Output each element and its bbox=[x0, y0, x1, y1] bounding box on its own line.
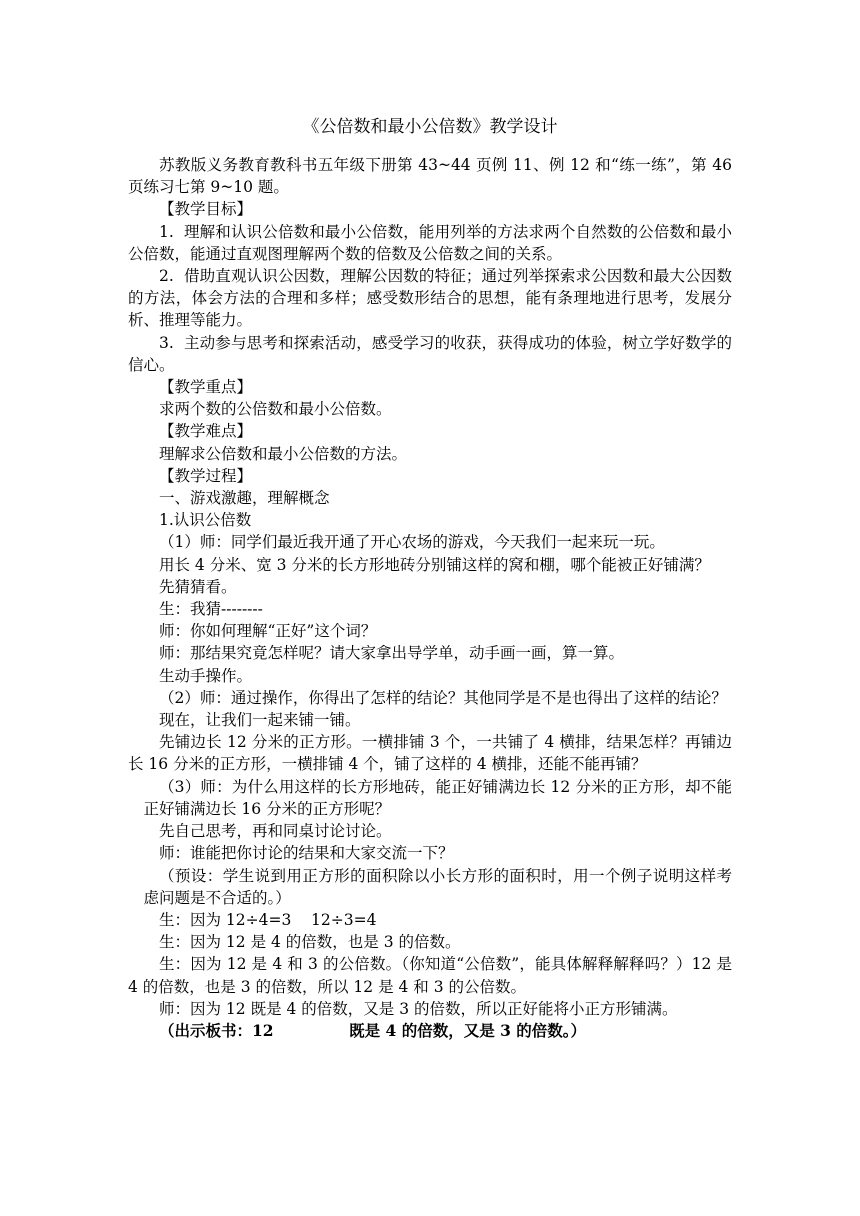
paragraph-think: 先自己思考，再和同桌讨论讨论。 bbox=[159, 822, 392, 841]
paragraph-preset: （预设：学生说到用正方形的面积除以小长方形的面积时，用一个例子说明这样考虑问题是不合适的。） bbox=[143, 866, 732, 907]
paragraph-tiling: 先铺边长 12 分米的正方形。一横排铺 3 个，一共铺了 4 横排，结果怎样？再铺边长 16 分米的正方形，一横排铺 4 个，铺了这样的 4 横排，还能不能再铺？ bbox=[128, 733, 732, 774]
paragraph-student-multiple: 生：因为 12 是 4 的倍数，也是 3 的倍数。 bbox=[159, 933, 461, 952]
document-page bbox=[128, 114, 737, 1042]
paragraph-teacher-summary: 师：因为 12 既是 4 的倍数，又是 3 的倍数，所以正好能将小正方形铺满。 bbox=[159, 999, 678, 1018]
paragraph-board-note: （出示板书：12 既是 4 的倍数，又是 3 的倍数。） bbox=[159, 1020, 587, 1040]
objective-3: 3. 主动参与思考和探索活动，感受学习的收获，获得成功的体验，树立学好数学的信心。 bbox=[128, 333, 732, 374]
paragraph-student-operate: 生动手操作。 bbox=[159, 666, 253, 685]
paragraph-teacher-instruction: 师：那结果究竟怎样呢？请大家拿出导学单，动手画一画，算一算。 bbox=[159, 644, 625, 663]
paragraph-lets-tile: 现在，让我们一起来铺一铺。 bbox=[159, 711, 361, 730]
paragraph-student-common-multiple: 生：因为 12 是 4 和 3 的公倍数。（你知道“公倍数”，能具体解释解释吗？）12 是 4 的倍数，也是 3 的倍数，所以 12 是 4 和 3 的公倍数。 bbox=[128, 955, 737, 996]
paragraph-question: 用长 4 分米、宽 3 分米的长方形地砖分别铺这样的窝和棚，哪个能被正好铺满？ bbox=[159, 555, 710, 574]
document-title: 《公倍数和最小公倍数》教学设计 bbox=[302, 117, 558, 137]
heading-process: 【教学过程】 bbox=[159, 466, 253, 485]
key-points-text: 求两个数的公倍数和最小公倍数。 bbox=[159, 400, 392, 419]
heading-difficulties: 【教学难点】 bbox=[159, 422, 253, 441]
paragraph-student-guess: 生：我猜-------- bbox=[159, 600, 263, 619]
paragraph-student-calc: 生：因为 12÷4=3 12÷3=4 bbox=[159, 910, 377, 929]
objective-2: 2. 借助直观认识公因数，理解公因数的特征；通过列举探索求公因数和最大公因数的方法，体会方法的合理和多样；感受数形结合的思想，能有条理地进行思考，发展分析、推理等能力。 bbox=[128, 267, 732, 330]
paragraph-step-3: （3）师：为什么用这样的长方形地砖，能正好铺满边长 12 分米的正方形，却不能正好铺满边长 16 分米的正方形呢？ bbox=[143, 777, 732, 818]
difficulties-text: 理解求公倍数和最小公倍数的方法。 bbox=[159, 444, 408, 463]
section-1-heading: 一、游戏激趣，理解概念 bbox=[159, 489, 330, 508]
subsection-1-heading: 1.认识公倍数 bbox=[159, 511, 252, 530]
paragraph-share: 师：谁能把你讨论的结果和大家交流一下？ bbox=[159, 844, 454, 863]
paragraph-source: 苏教版义务教育教科书五年级下册第 43~44 页例 11、例 12 和“练一练”，第 46 页练习七第 9~10 题。 bbox=[128, 156, 737, 197]
paragraph-guess: 先猜猜看。 bbox=[159, 577, 237, 596]
paragraph-step-2: （2）师：通过操作，你得出了怎样的结论？其他同学是不是也得出了这样的结论？ bbox=[159, 688, 727, 707]
paragraph-teacher-question: 师：你如何理解“正好”这个词？ bbox=[159, 622, 377, 641]
heading-key-points: 【教学重点】 bbox=[159, 378, 253, 397]
paragraph-step-1: （1）师：同学们最近我开通了开心农场的游戏，今天我们一起来玩一玩。 bbox=[159, 533, 665, 552]
objective-1: 1. 理解和认识公倍数和最小公倍数，能用列举的方法求两个自然数的公倍数和最小公倍数，能通过直观图理解两个数的倍数及公倍数之间的关系。 bbox=[128, 222, 732, 263]
heading-objectives: 【教学目标】 bbox=[159, 200, 253, 219]
